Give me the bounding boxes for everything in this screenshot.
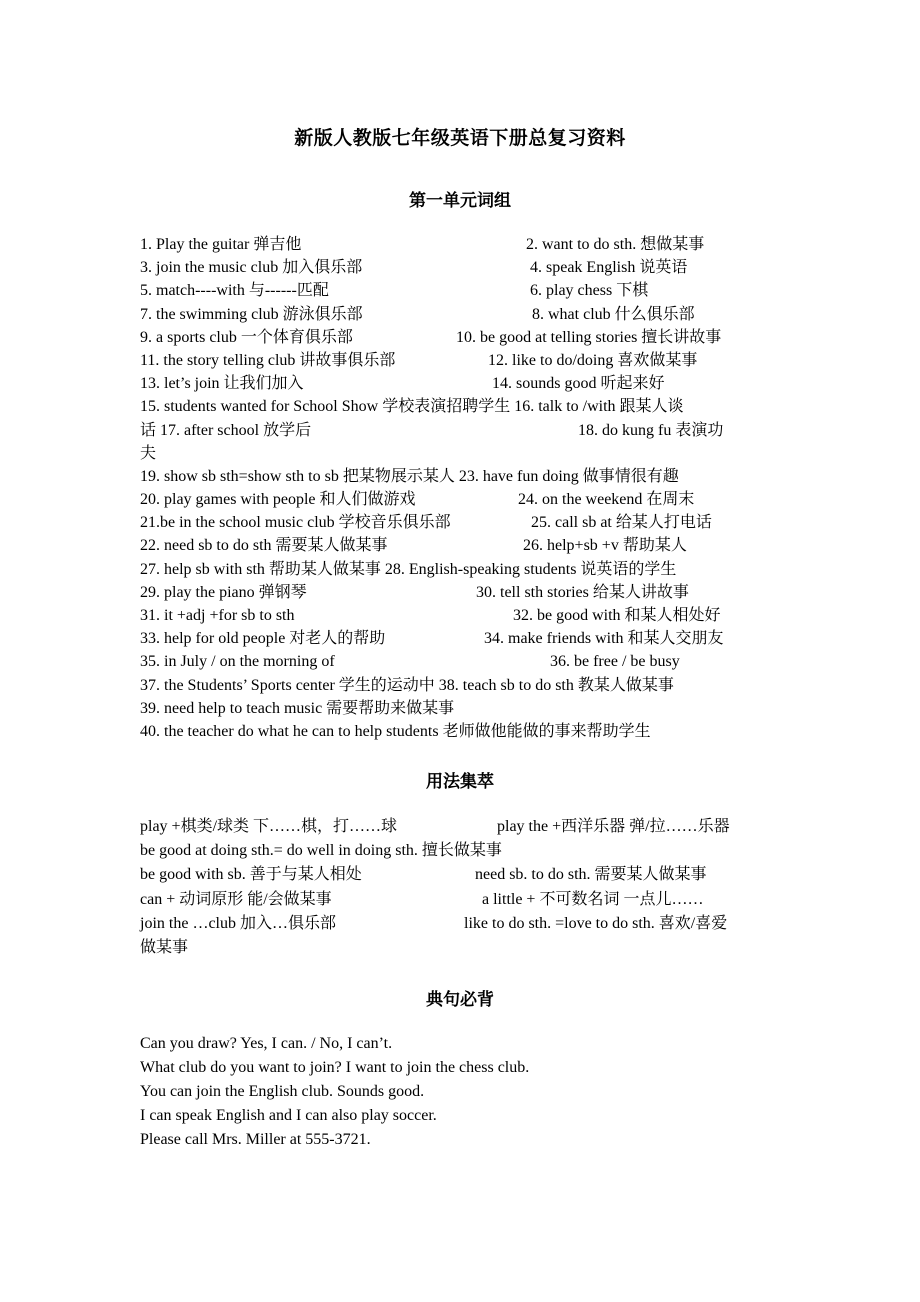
phrase-line <box>140 233 785 256</box>
line-text: 37. the Students’ Sports center 学生的运动中 38. teach sb to do sth 教某人做某事 <box>140 676 674 694</box>
left-phrase: 29. play the piano 弹钢琴 <box>140 583 307 601</box>
phrase-line <box>140 419 785 442</box>
phrase-line <box>140 256 785 279</box>
sentence-line <box>140 1032 785 1056</box>
right-phrase: 36. be free / be busy <box>550 653 680 671</box>
left-phrase: be good with sb. 善于与某人相处 <box>140 866 362 884</box>
phrase-line <box>140 326 785 349</box>
left-phrase: 21.be in the school music club 学校音乐俱乐部 <box>140 514 451 532</box>
line-text: 15. students wanted for School Show 学校表演招聘学生 16. talk to /with 跟某人谈 <box>140 398 684 416</box>
phrase-line <box>140 558 785 581</box>
phrase-line <box>140 303 785 326</box>
right-phrase: a little + 不可数名词 一点儿…… <box>482 890 704 908</box>
usage-line <box>140 912 785 936</box>
phrase-line <box>140 581 785 604</box>
phrase-line <box>140 442 785 465</box>
phrase-list <box>140 233 785 743</box>
sentence-line <box>140 1056 785 1080</box>
left-phrase: 22. need sb to do sth 需要某人做某事 <box>140 537 388 555</box>
right-phrase: 30. tell sth stories 给某人讲故事 <box>476 583 689 601</box>
sentence-list <box>140 1032 785 1152</box>
right-phrase: 4. speak English 说英语 <box>530 259 688 277</box>
sentence-line <box>140 1128 785 1152</box>
sentence-text: Please call Mrs. Miller at 555-3721. <box>140 1131 371 1148</box>
line-text: 夫 <box>140 444 157 462</box>
phrase-line <box>140 674 785 697</box>
phrase-line <box>140 534 785 557</box>
left-phrase: 11. the story telling club 讲故事俱乐部 <box>140 351 396 369</box>
left-phrase: 1. Play the guitar 弹吉他 <box>140 236 302 253</box>
right-phrase: need sb. to do sth. 需要某人做某事 <box>475 866 707 884</box>
page-title: 新版人教版七年级英语下册总复习资料 <box>294 128 626 149</box>
usage-list <box>140 815 785 960</box>
sentence-text: Can you draw? Yes, I can. / No, I can’t. <box>140 1035 393 1052</box>
usage-line <box>140 936 785 960</box>
phrase-line <box>140 511 785 534</box>
line-text: 做某事 <box>140 938 189 956</box>
left-phrase: 33. help for old people 对老人的帮助 <box>140 630 386 648</box>
phrase-line <box>140 720 785 743</box>
phrase-line <box>140 697 785 720</box>
left-phrase: 话 17. after school 放学后 <box>140 421 312 439</box>
sentence-text: What club do you want to join? I want to join the chess club. <box>140 1059 530 1076</box>
sentence-text: I can speak English and I can also play soccer. <box>140 1107 437 1124</box>
right-phrase: 25. call sb at 给某人打电话 <box>531 514 712 532</box>
right-phrase: 8. what club 什么俱乐部 <box>532 305 695 323</box>
usage-line <box>140 839 785 863</box>
left-phrase: 31. it +adj +for sb to sth <box>140 607 295 624</box>
phrase-line <box>140 395 785 418</box>
phrase-line <box>140 372 785 395</box>
left-phrase: 3. join the music club 加入俱乐部 <box>140 259 363 277</box>
sentence-text: You can join the English club. Sounds good. <box>140 1083 425 1100</box>
phrase-line <box>140 488 785 511</box>
left-phrase: join the …club 加入…俱乐部 <box>140 914 336 932</box>
line-text: 39. need help to teach music 需要帮助来做某事 <box>140 699 455 717</box>
right-phrase: 10. be good at telling stories 擅长讲故事 <box>456 328 722 346</box>
section-heading-sentences: 典句必背 <box>426 990 494 1009</box>
left-phrase: 5. match----with 与------匹配 <box>140 282 329 300</box>
section-heading-unit-one: 第一单元词组 <box>409 191 511 210</box>
phrase-line <box>140 627 785 650</box>
usage-line <box>140 863 785 887</box>
right-phrase: 6. play chess 下棋 <box>530 282 649 300</box>
phrase-line <box>140 604 785 627</box>
left-phrase: play +棋类/球类 下……棋，打……球 <box>140 818 398 835</box>
line-text: be good at doing sth.= do well in doing sth. 擅长做某事 <box>140 842 502 860</box>
right-phrase: play the +西洋乐器 弹/拉……乐器 <box>497 818 730 835</box>
phrase-line <box>140 279 785 302</box>
right-phrase: 32. be good with 和某人相处好 <box>513 607 721 624</box>
phrase-line <box>140 465 785 488</box>
line-text: 27. help sb with sth 帮助某人做某事 28. English-speaking students 说英语的学生 <box>140 560 677 578</box>
left-phrase: 35. in July / on the morning of <box>140 653 335 671</box>
section-heading-usage: 用法集萃 <box>426 772 494 791</box>
sentence-line <box>140 1080 785 1104</box>
right-phrase: 2. want to do sth. 想做某事 <box>526 236 705 253</box>
line-text: 19. show sb sth=show sth to sb 把某物展示某人 23. have fun doing 做事情很有趣 <box>140 467 679 485</box>
right-phrase: 14. sounds good 听起来好 <box>492 375 665 393</box>
left-phrase: can + 动词原形 能/会做某事 <box>140 890 332 908</box>
right-phrase: 12. like to do/doing 喜欢做某事 <box>488 351 698 369</box>
right-phrase: 34. make friends with 和某人交朋友 <box>484 630 724 648</box>
left-phrase: 9. a sports club 一个体育俱乐部 <box>140 328 353 346</box>
usage-line <box>140 888 785 912</box>
right-phrase: 18. do kung fu 表演功 <box>578 421 724 439</box>
left-phrase: 13. let’s join 让我们加入 <box>140 375 304 393</box>
left-phrase: 7. the swimming club 游泳俱乐部 <box>140 305 363 323</box>
phrase-line <box>140 650 785 673</box>
right-phrase: 26. help+sb +v 帮助某人 <box>523 537 687 555</box>
usage-line <box>140 815 785 839</box>
line-text: 40. the teacher do what he can to help students 老师做他能做的事来帮助学生 <box>140 722 651 740</box>
phrase-line <box>140 349 785 372</box>
sentence-line <box>140 1104 785 1128</box>
right-phrase: like to do sth. =love to do sth. 喜欢/喜爱 <box>464 914 728 932</box>
right-phrase: 24. on the weekend 在周末 <box>518 491 695 509</box>
left-phrase: 20. play games with people 和人们做游戏 <box>140 491 416 509</box>
